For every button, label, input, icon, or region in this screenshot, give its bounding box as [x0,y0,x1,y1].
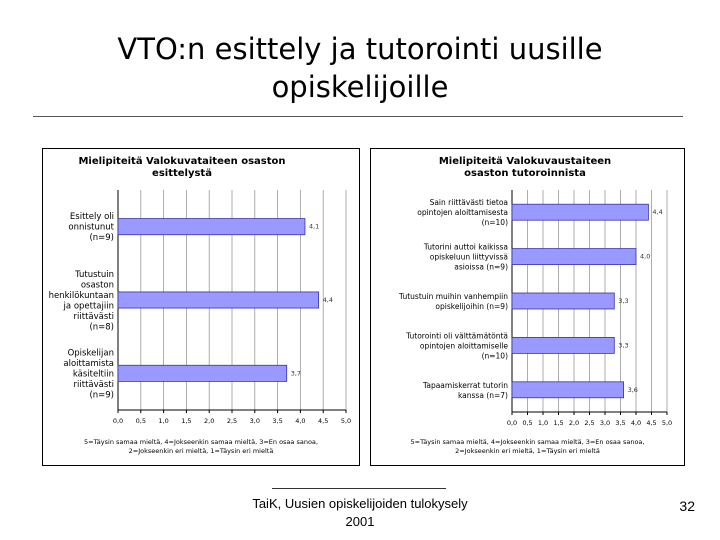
chart-tutorointi [370,148,685,466]
title-divider [33,116,683,117]
x-tick-label: 2,0 [568,419,580,427]
x-tick-label: 2,5 [226,417,238,425]
category-label: Tutorini auttoi kaikissa opiskeluun liittyvissä asioissa (n=9) [423,242,508,272]
category-label: Tapaamiskerrat tutorin kanssa (n=7) [423,380,508,400]
x-tick-label: 3,5 [272,417,283,425]
data-label: 4,0 [640,252,651,261]
data-label: 3,3 [618,297,629,305]
bar [512,293,614,309]
x-tick-label: 3,0 [249,417,260,425]
x-tick-label: 1,5 [181,417,192,425]
data-label: 3,7 [290,369,302,378]
x-tick-label: 4,5 [646,419,657,427]
category-label: Sain riittävästi tietoa opintojen aloittamisesta (n=10) [417,198,508,228]
x-tick-label: 4,5 [318,417,329,425]
chart-osaston-esittely [42,148,360,466]
data-label: 4,1 [308,222,320,231]
data-label: 4,4 [322,296,333,304]
category-label: Tutorointi oli välttämätöntä opintojen aloittamiselle (n=10) [406,331,508,361]
x-tick-label: 0,0 [506,419,518,427]
data-label: 3,6 [627,385,638,394]
x-tick-label: 2,5 [584,419,595,427]
x-tick-label: 4,0 [630,419,642,427]
category-label: Tutustuin muihin vanhempiin opiskelijoihin (n=9) [399,292,508,311]
bar [512,204,648,220]
chart-tutorointi-svg [370,148,685,466]
category-label: Esittely oli onnistunut (n=9) [68,212,114,244]
bar [118,365,287,381]
data-label: 3,3 [618,341,629,350]
bar [118,219,305,235]
x-tick-label: 5,0 [340,417,352,425]
x-tick-label: 1,5 [553,419,564,427]
scale-note: 5=Täysin samaa mieltä, 4=Jokseenkin samaa mieltä, 3=En osaa sanoa, 2=Jokseenkin eri mieltä, 1=Täysin eri mieltä [410,438,645,455]
bar [512,382,624,398]
chart-title: Mielipiteitä Valokuvataiteen osaston esittelystä [78,156,286,179]
slide-title: VTO:n esittely ja tutorointi uusille opiskelijoille [117,32,603,104]
category-label: Opiskelijan aloittamista käsiteltiin riittävästi (n=9) [63,348,114,401]
x-tick-label: 3,5 [615,419,626,427]
scale-note: 5=Täysin samaa mieltä, 4=Jokseenkin samaa mieltä, 3=En osaa sanoa, 2=Jokseenkin eri mieltä, 1=Täysin eri mieltä [84,438,318,455]
footer-divider [272,488,446,489]
data-label: 4,4 [652,208,663,217]
bar [512,249,636,265]
page-number: 32 [679,498,695,514]
x-tick-label: 5,0 [661,419,673,427]
chart-osaston-esittely-svg [42,148,360,466]
x-tick-label: 4,0 [295,417,306,425]
bar [118,292,319,308]
chart-title: Mielipiteitä Valokuvaustaiteen osaston tutoroinnista [438,156,612,179]
x-tick-label: 0,5 [135,417,146,425]
category-label: Tutustuin osaston henkilökuntaan ja opettajiin riittävästi (n=8) [48,269,114,333]
x-tick-label: 2,0 [204,417,215,425]
x-tick-label: 0,5 [522,419,533,427]
bar [512,337,614,353]
x-tick-label: 1,0 [158,417,169,425]
x-tick-label: 1,0 [537,419,549,427]
x-tick-label: 3,0 [599,419,611,427]
footer-source: TaiK, Uusien opiskelijoiden tulokysely 2001 [252,496,468,529]
x-tick-label: 0,0 [112,417,124,425]
